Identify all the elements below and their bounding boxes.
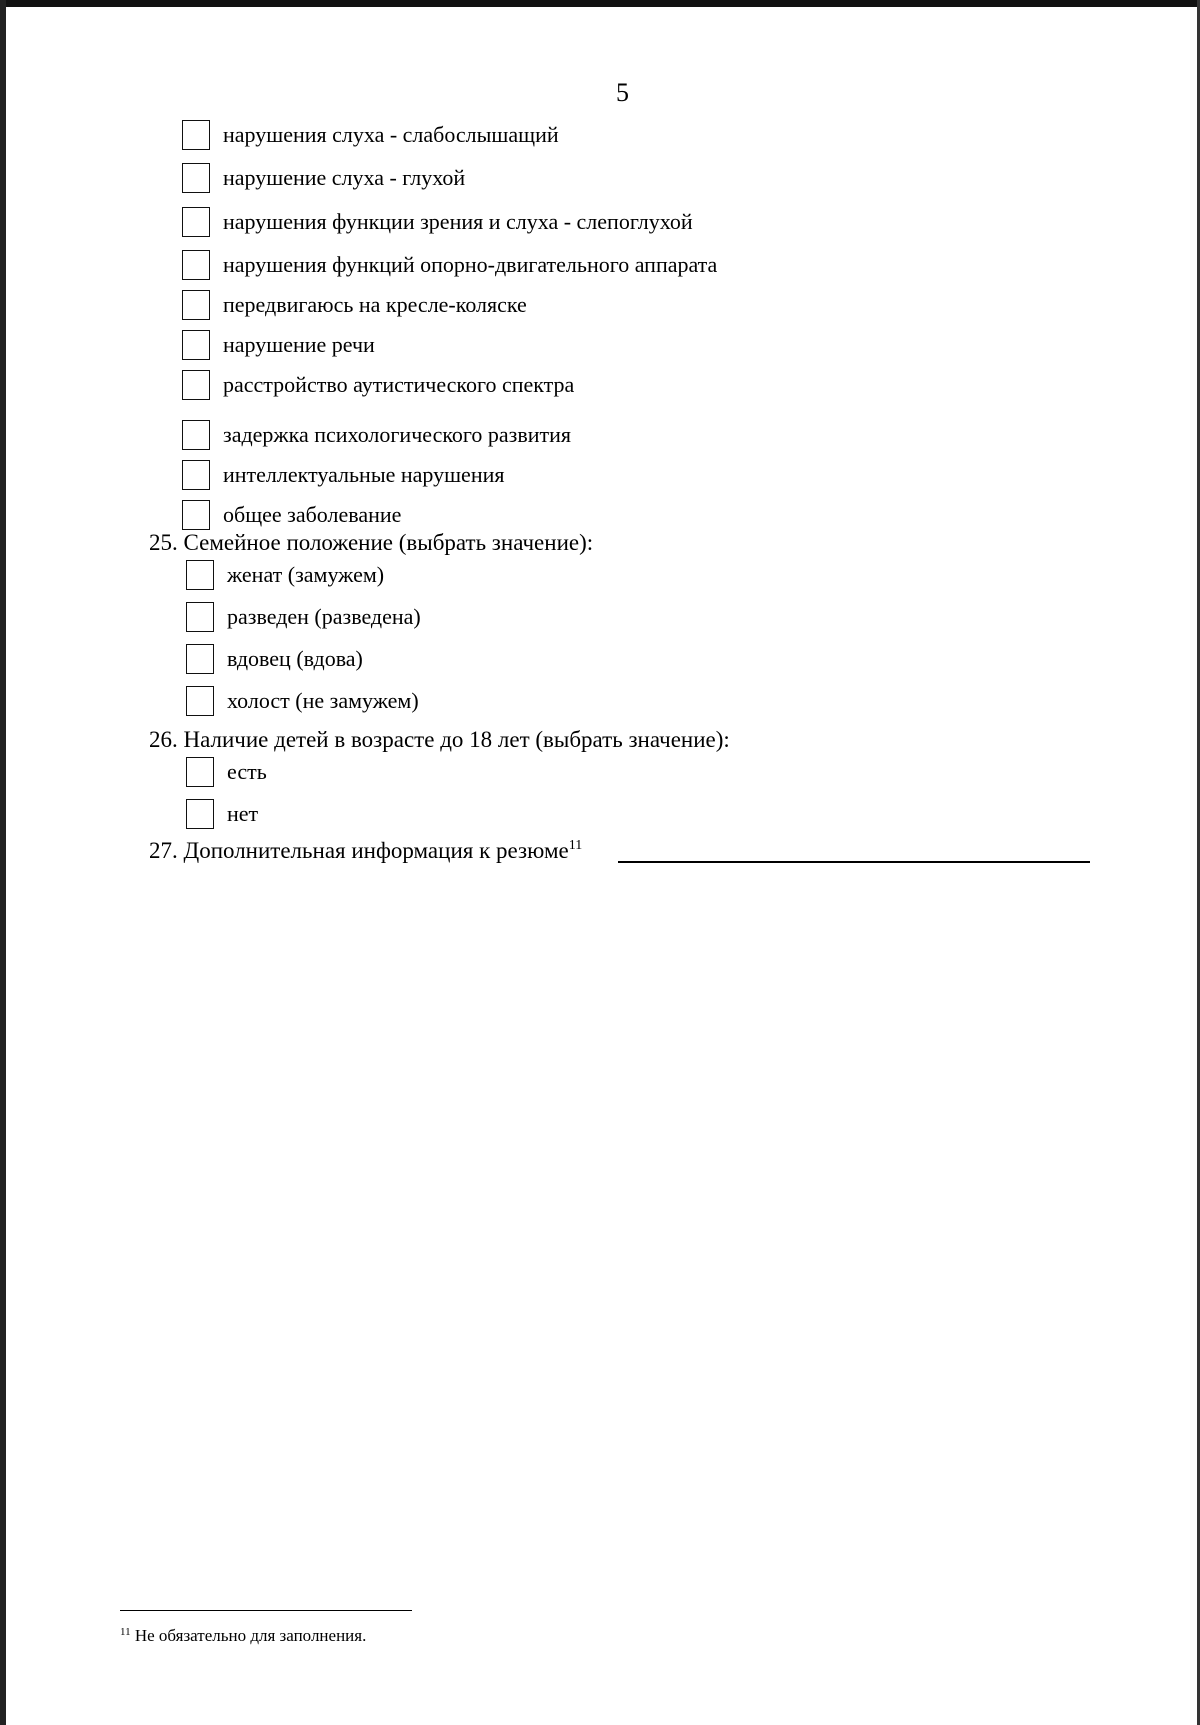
checkbox[interactable] bbox=[182, 420, 210, 450]
option-label: нарушения функций опорно-двигательного аппарата bbox=[223, 252, 718, 277]
question-26-title: 26. Наличие детей в возрасте до 18 лет (выбрать значение): bbox=[149, 727, 730, 752]
checkbox[interactable] bbox=[186, 757, 214, 787]
checkbox[interactable] bbox=[182, 163, 210, 193]
footnote bbox=[120, 1626, 366, 1646]
checkbox[interactable] bbox=[182, 250, 210, 280]
footnote-number: 11 bbox=[120, 1626, 131, 1638]
page-number: 5 bbox=[616, 78, 629, 107]
question-27-text: 27. Дополнительная информация к резюме bbox=[149, 838, 569, 863]
option-label: задержка психологического развития bbox=[223, 422, 572, 447]
scan-border-top bbox=[0, 0, 1200, 7]
option-label: нарушение слуха - глухой bbox=[223, 165, 466, 190]
checkbox[interactable] bbox=[182, 370, 210, 400]
option-label: есть bbox=[227, 759, 267, 784]
checkbox[interactable] bbox=[182, 120, 210, 150]
option-label: разведен (разведена) bbox=[227, 604, 421, 629]
additional-info-field[interactable] bbox=[618, 861, 1090, 863]
checkbox[interactable] bbox=[182, 500, 210, 530]
scan-border-left bbox=[0, 0, 6, 1725]
question-25-title: 25. Семейное положение (выбрать значение): bbox=[149, 530, 594, 555]
option-label: нет bbox=[227, 801, 259, 826]
checkbox[interactable] bbox=[186, 560, 214, 590]
checkbox[interactable] bbox=[182, 290, 210, 320]
option-label: нарушение речи bbox=[223, 332, 375, 357]
option-label: холост (не замужем) bbox=[227, 688, 419, 713]
option-label: общее заболевание bbox=[223, 502, 402, 527]
option-label: вдовец (вдова) bbox=[227, 646, 363, 671]
option-label: нарушения слуха - слабослышащий bbox=[223, 122, 559, 147]
checkbox[interactable] bbox=[186, 799, 214, 829]
option-label: расстройство аутистического спектра bbox=[223, 372, 575, 397]
checkbox[interactable] bbox=[186, 644, 214, 674]
option-label: интеллектуальные нарушения bbox=[223, 462, 505, 487]
checkbox[interactable] bbox=[186, 686, 214, 716]
option-label: нарушения функции зрения и слуха - слепоглухой bbox=[223, 209, 693, 234]
checkbox[interactable] bbox=[182, 207, 210, 237]
footnote-separator bbox=[120, 1610, 412, 1611]
checkbox[interactable] bbox=[182, 460, 210, 490]
checkbox[interactable] bbox=[186, 602, 214, 632]
option-label: передвигаюсь на кресле-коляске bbox=[223, 292, 527, 317]
footnote-reference: 11 bbox=[568, 838, 583, 853]
footnote-text: Не обязательно для заполнения. bbox=[134, 1626, 367, 1645]
question-27-title bbox=[149, 838, 582, 864]
option-label: женат (замужем) bbox=[227, 562, 385, 587]
checkbox[interactable] bbox=[182, 330, 210, 360]
